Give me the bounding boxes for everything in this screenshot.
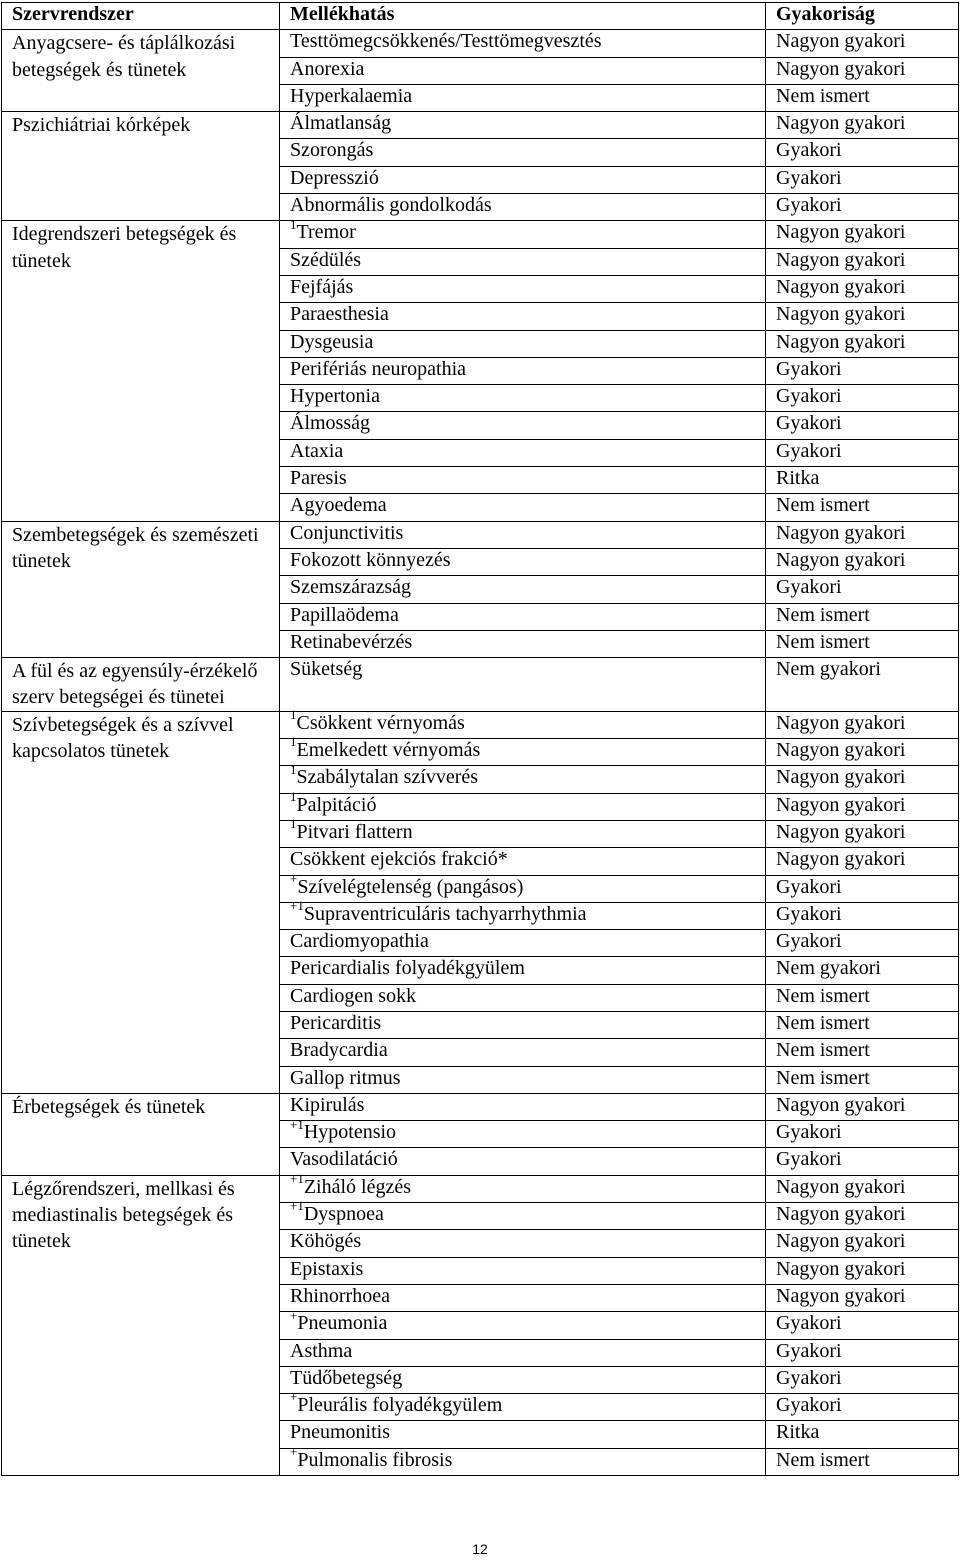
adverse-reaction-cell xyxy=(280,734,766,766)
adverse-reaction-text: Szívelégtelenség (pangásos) xyxy=(297,875,524,898)
frequency-cell: Gyakori xyxy=(766,1312,959,1339)
adverse-reaction-cell xyxy=(280,1039,766,1066)
table-row xyxy=(2,30,959,57)
adverse-reaction-text: Hyperkalaemia xyxy=(290,84,413,107)
organ-system-cell: Idegrendszeri betegségek és tünetek xyxy=(2,221,280,521)
table-row xyxy=(2,1175,959,1202)
adverse-reaction-cell xyxy=(280,1116,766,1148)
frequency-cell: Gyakori xyxy=(766,385,959,412)
adverse-reaction-text: Szemszárazság xyxy=(290,576,412,599)
adverse-reaction-cell xyxy=(280,1307,766,1339)
footnote-marker: + xyxy=(290,1389,298,1405)
adverse-reaction-text: Paraesthesia xyxy=(290,303,389,326)
adverse-reaction-text: Tremor xyxy=(296,221,356,244)
frequency-cell: Nagyon gyakori xyxy=(766,848,959,875)
adverse-reaction-cell xyxy=(280,521,766,548)
adverse-reaction-cell xyxy=(280,112,766,139)
adverse-reaction-cell xyxy=(280,330,766,357)
adverse-reaction-cell xyxy=(280,1284,766,1311)
frequency-cell: Gyakori xyxy=(766,1148,959,1175)
adverse-reaction-text: Szorongás xyxy=(290,139,374,162)
frequency-cell: Nagyon gyakori xyxy=(766,1175,959,1202)
organ-system-cell: Érbetegségek és tünetek xyxy=(2,1093,280,1175)
frequency-cell: Nem ismert xyxy=(766,1448,959,1475)
adverse-reaction-cell xyxy=(280,357,766,384)
adverse-reaction-cell xyxy=(280,1366,766,1393)
adverse-reaction-cell xyxy=(280,1389,766,1421)
adverse-reaction-text: Testtömegcsökkenés/Testtömegvesztés xyxy=(290,30,602,53)
adverse-reactions-table xyxy=(1,2,959,1476)
adverse-reaction-text: Álmatlanság xyxy=(290,112,392,135)
frequency-cell: Gyakori xyxy=(766,412,959,439)
frequency-cell: Gyakori xyxy=(766,166,959,193)
adverse-reaction-text: Vasodilatáció xyxy=(290,1148,398,1171)
frequency-cell: Ritka xyxy=(766,1421,959,1448)
adverse-reaction-text: Emelkedett vérnyomás xyxy=(296,739,481,762)
organ-system-cell: Légzőrendszeri, mellkasi és mediastinalis betegségek és tünetek xyxy=(2,1175,280,1475)
organ-system-cell: Szembetegségek és szemészeti tünetek xyxy=(2,521,280,657)
frequency-cell: Nagyon gyakori xyxy=(766,1230,959,1257)
adverse-reaction-cell xyxy=(280,1148,766,1175)
footnote-marker: 1 xyxy=(290,216,297,232)
header-frequency: Gyakoriság xyxy=(766,3,959,30)
table-row xyxy=(2,658,959,712)
frequency-cell: Nagyon gyakori xyxy=(766,57,959,84)
adverse-reaction-cell xyxy=(280,216,766,248)
frequency-cell: Gyakori xyxy=(766,902,959,929)
table-body xyxy=(2,30,959,1476)
frequency-cell: Nem ismert xyxy=(766,1011,959,1038)
frequency-cell: Gyakori xyxy=(766,576,959,603)
adverse-reaction-text: Pneumonia xyxy=(297,1312,388,1335)
adverse-reaction-text: Anorexia xyxy=(290,57,365,80)
footnote-marker: + xyxy=(290,1444,298,1460)
adverse-reaction-text: Abnormális gondolkodás xyxy=(290,194,492,217)
adverse-reaction-text: Csökkent ejekciós frakció* xyxy=(290,848,508,871)
frequency-cell: Nem gyakori xyxy=(766,658,959,712)
frequency-cell: Nagyon gyakori xyxy=(766,711,959,738)
adverse-reaction-text: Supraventriculáris tachyarrhythmia xyxy=(303,902,587,925)
frequency-cell: Nagyon gyakori xyxy=(766,548,959,575)
adverse-reaction-text: Cardiogen sokk xyxy=(290,984,417,1007)
adverse-reaction-text: Papillaödema xyxy=(290,603,399,626)
organ-system-cell: Anyagcsere- és táplálkozási betegségek és tünetek xyxy=(2,30,280,112)
adverse-reaction-cell xyxy=(280,898,766,929)
adverse-reaction-text: Fokozott könnyezés xyxy=(290,548,451,571)
adverse-reaction-text: Pulmonalis fibrosis xyxy=(297,1448,453,1471)
adverse-reaction-text: Retinabevérzés xyxy=(290,630,413,653)
adverse-reaction-text: Csökkent vérnyomás xyxy=(296,711,465,734)
adverse-reaction-cell xyxy=(280,848,766,875)
adverse-reaction-cell xyxy=(280,761,766,793)
frequency-cell: Nem gyakori xyxy=(766,957,959,984)
frequency-cell: Nem ismert xyxy=(766,984,959,1011)
footnote-marker: 1 xyxy=(290,788,297,804)
frequency-cell: Gyakori xyxy=(766,1394,959,1421)
adverse-reaction-cell xyxy=(280,194,766,221)
footnote-marker: +1 xyxy=(290,1116,304,1132)
adverse-reaction-cell xyxy=(280,1257,766,1284)
frequency-cell: Nagyon gyakori xyxy=(766,248,959,275)
adverse-reaction-cell xyxy=(280,984,766,1011)
adverse-reaction-text: Epistaxis xyxy=(290,1257,364,1280)
adverse-reaction-cell xyxy=(280,603,766,630)
frequency-cell: Nem ismert xyxy=(766,84,959,111)
header-organ-system: Szervrendszer xyxy=(2,3,280,30)
frequency-cell: Nem ismert xyxy=(766,494,959,521)
frequency-cell: Nagyon gyakori xyxy=(766,30,959,57)
adverse-reaction-cell xyxy=(280,412,766,439)
adverse-reaction-text: Bradycardia xyxy=(290,1039,388,1062)
adverse-reaction-cell xyxy=(280,30,766,57)
frequency-cell: Nagyon gyakori xyxy=(766,1093,959,1120)
footnote-marker: 1 xyxy=(290,707,297,723)
footnote-marker: 1 xyxy=(290,734,297,750)
adverse-reaction-text: Szabálytalan szívverés xyxy=(296,766,479,789)
frequency-cell: Gyakori xyxy=(766,1121,959,1148)
frequency-cell: Nagyon gyakori xyxy=(766,1203,959,1230)
table-row xyxy=(2,1093,959,1120)
adverse-reaction-text: Hypertonia xyxy=(290,385,380,408)
adverse-reaction-text: Szédülés xyxy=(290,248,362,271)
frequency-cell: Nagyon gyakori xyxy=(766,330,959,357)
adverse-reaction-cell xyxy=(280,1011,766,1038)
adverse-reaction-cell xyxy=(280,494,766,521)
page-number: 12 xyxy=(472,1541,488,1557)
adverse-reaction-text: Ataxia xyxy=(290,439,344,462)
adverse-reaction-cell xyxy=(280,467,766,494)
adverse-reaction-cell xyxy=(280,1339,766,1366)
frequency-cell: Nagyon gyakori xyxy=(766,739,959,766)
header-adverse-reaction: Mellékhatás xyxy=(280,3,766,30)
frequency-cell: Gyakori xyxy=(766,875,959,902)
adverse-reaction-cell xyxy=(280,385,766,412)
frequency-cell: Gyakori xyxy=(766,357,959,384)
frequency-cell: Nagyon gyakori xyxy=(766,303,959,330)
adverse-reaction-cell xyxy=(280,630,766,657)
frequency-cell: Nagyon gyakori xyxy=(766,1257,959,1284)
frequency-cell: Nagyon gyakori xyxy=(766,221,959,248)
adverse-reaction-text: Cardiomyopathia xyxy=(290,930,429,953)
adverse-reaction-cell xyxy=(280,139,766,166)
organ-system-cell: Szívbetegségek és a szívvel kapcsolatos tünetek xyxy=(2,711,280,1093)
table-row xyxy=(2,221,959,248)
adverse-reaction-cell xyxy=(280,1198,766,1230)
adverse-reaction-text: Pitvari flattern xyxy=(296,820,413,843)
adverse-reaction-cell xyxy=(280,248,766,275)
adverse-reaction-text: Depresszió xyxy=(290,166,379,189)
organ-system-cell: A fül és az egyensúly-érzékelő szerv betegségei és tünetei xyxy=(2,658,280,712)
adverse-reaction-text: Dyspnoea xyxy=(303,1203,384,1226)
table-header-row xyxy=(2,3,959,30)
footnote-marker: 1 xyxy=(290,761,297,777)
adverse-reaction-text: Palpitáció xyxy=(296,793,377,816)
adverse-reaction-cell xyxy=(280,930,766,957)
adverse-reaction-text: Fejfájás xyxy=(290,275,354,298)
adverse-reaction-cell xyxy=(280,303,766,330)
adverse-reaction-cell xyxy=(280,870,766,902)
adverse-reaction-cell xyxy=(280,1171,766,1202)
adverse-reaction-cell xyxy=(280,166,766,193)
organ-system-cell: Pszichiátriai kórképek xyxy=(2,112,280,221)
adverse-reaction-text: Pleurális folyadékgyülem xyxy=(297,1394,503,1417)
adverse-reaction-text: Rhinorrhoea xyxy=(290,1284,390,1307)
frequency-cell: Nem ismert xyxy=(766,630,959,657)
adverse-reaction-text: Agyoedema xyxy=(290,494,387,517)
adverse-reaction-cell xyxy=(280,957,766,984)
frequency-cell: Gyakori xyxy=(766,1339,959,1366)
frequency-cell: Gyakori xyxy=(766,194,959,221)
adverse-reaction-text: Gallop ritmus xyxy=(290,1066,401,1089)
frequency-cell: Nagyon gyakori xyxy=(766,766,959,793)
frequency-cell: Nagyon gyakori xyxy=(766,521,959,548)
table-row xyxy=(2,521,959,548)
adverse-reaction-text: Pneumonitis xyxy=(290,1421,391,1444)
adverse-reaction-cell xyxy=(280,1421,766,1448)
adverse-reaction-text: Conjunctivitis xyxy=(290,521,404,544)
adverse-reaction-text: Hypotensio xyxy=(303,1121,397,1144)
frequency-cell: Gyakori xyxy=(766,439,959,466)
adverse-reaction-text: Ziháló légzés xyxy=(303,1175,412,1198)
table-row xyxy=(2,112,959,139)
footnote-marker: + xyxy=(290,1307,298,1323)
frequency-cell: Nagyon gyakori xyxy=(766,1284,959,1311)
adverse-reaction-cell xyxy=(280,816,766,847)
adverse-reaction-text: Süketség xyxy=(290,658,363,681)
adverse-reaction-cell xyxy=(280,57,766,84)
adverse-reaction-text: Pericarditis xyxy=(290,1011,382,1034)
adverse-reaction-cell xyxy=(280,84,766,111)
adverse-reaction-cell xyxy=(280,1093,766,1120)
frequency-cell: Ritka xyxy=(766,467,959,494)
adverse-reaction-text: Perifériás neuropathia xyxy=(290,357,467,380)
adverse-reaction-cell xyxy=(280,576,766,603)
footnote-marker: +1 xyxy=(290,898,304,914)
adverse-reaction-text: Álmosság xyxy=(290,412,370,435)
table-row xyxy=(2,711,959,738)
adverse-reaction-text: Köhögés xyxy=(290,1230,362,1253)
adverse-reaction-text: Asthma xyxy=(290,1339,353,1362)
frequency-cell: Nagyon gyakori xyxy=(766,275,959,302)
frequency-cell: Gyakori xyxy=(766,1366,959,1393)
adverse-reaction-text: Kipirulás xyxy=(290,1093,365,1116)
adverse-reaction-cell xyxy=(280,1066,766,1093)
footnote-marker: + xyxy=(290,870,298,886)
frequency-cell: Nagyon gyakori xyxy=(766,793,959,820)
frequency-cell: Nem ismert xyxy=(766,1039,959,1066)
footnote-marker: +1 xyxy=(290,1198,304,1214)
adverse-reaction-text: Tüdőbetegség xyxy=(290,1366,403,1389)
adverse-reaction-cell xyxy=(280,707,766,738)
adverse-reaction-cell xyxy=(280,548,766,575)
adverse-reaction-cell xyxy=(280,1444,766,1475)
adverse-reaction-text: Paresis xyxy=(290,467,347,490)
adverse-reaction-text: Dysgeusia xyxy=(290,330,374,353)
frequency-cell: Gyakori xyxy=(766,930,959,957)
adverse-reaction-text: Pericardialis folyadékgyülem xyxy=(290,957,525,980)
footnote-marker: 1 xyxy=(290,816,297,832)
footnote-marker: +1 xyxy=(290,1171,304,1187)
frequency-cell: Nem ismert xyxy=(766,603,959,630)
frequency-cell: Nem ismert xyxy=(766,1066,959,1093)
adverse-reaction-cell xyxy=(280,1230,766,1257)
frequency-cell: Nagyon gyakori xyxy=(766,820,959,847)
adverse-reaction-cell xyxy=(280,439,766,466)
frequency-cell: Nagyon gyakori xyxy=(766,112,959,139)
frequency-cell: Gyakori xyxy=(766,139,959,166)
adverse-reaction-cell xyxy=(280,658,766,712)
adverse-reaction-cell xyxy=(280,788,766,820)
adverse-reaction-cell xyxy=(280,275,766,302)
